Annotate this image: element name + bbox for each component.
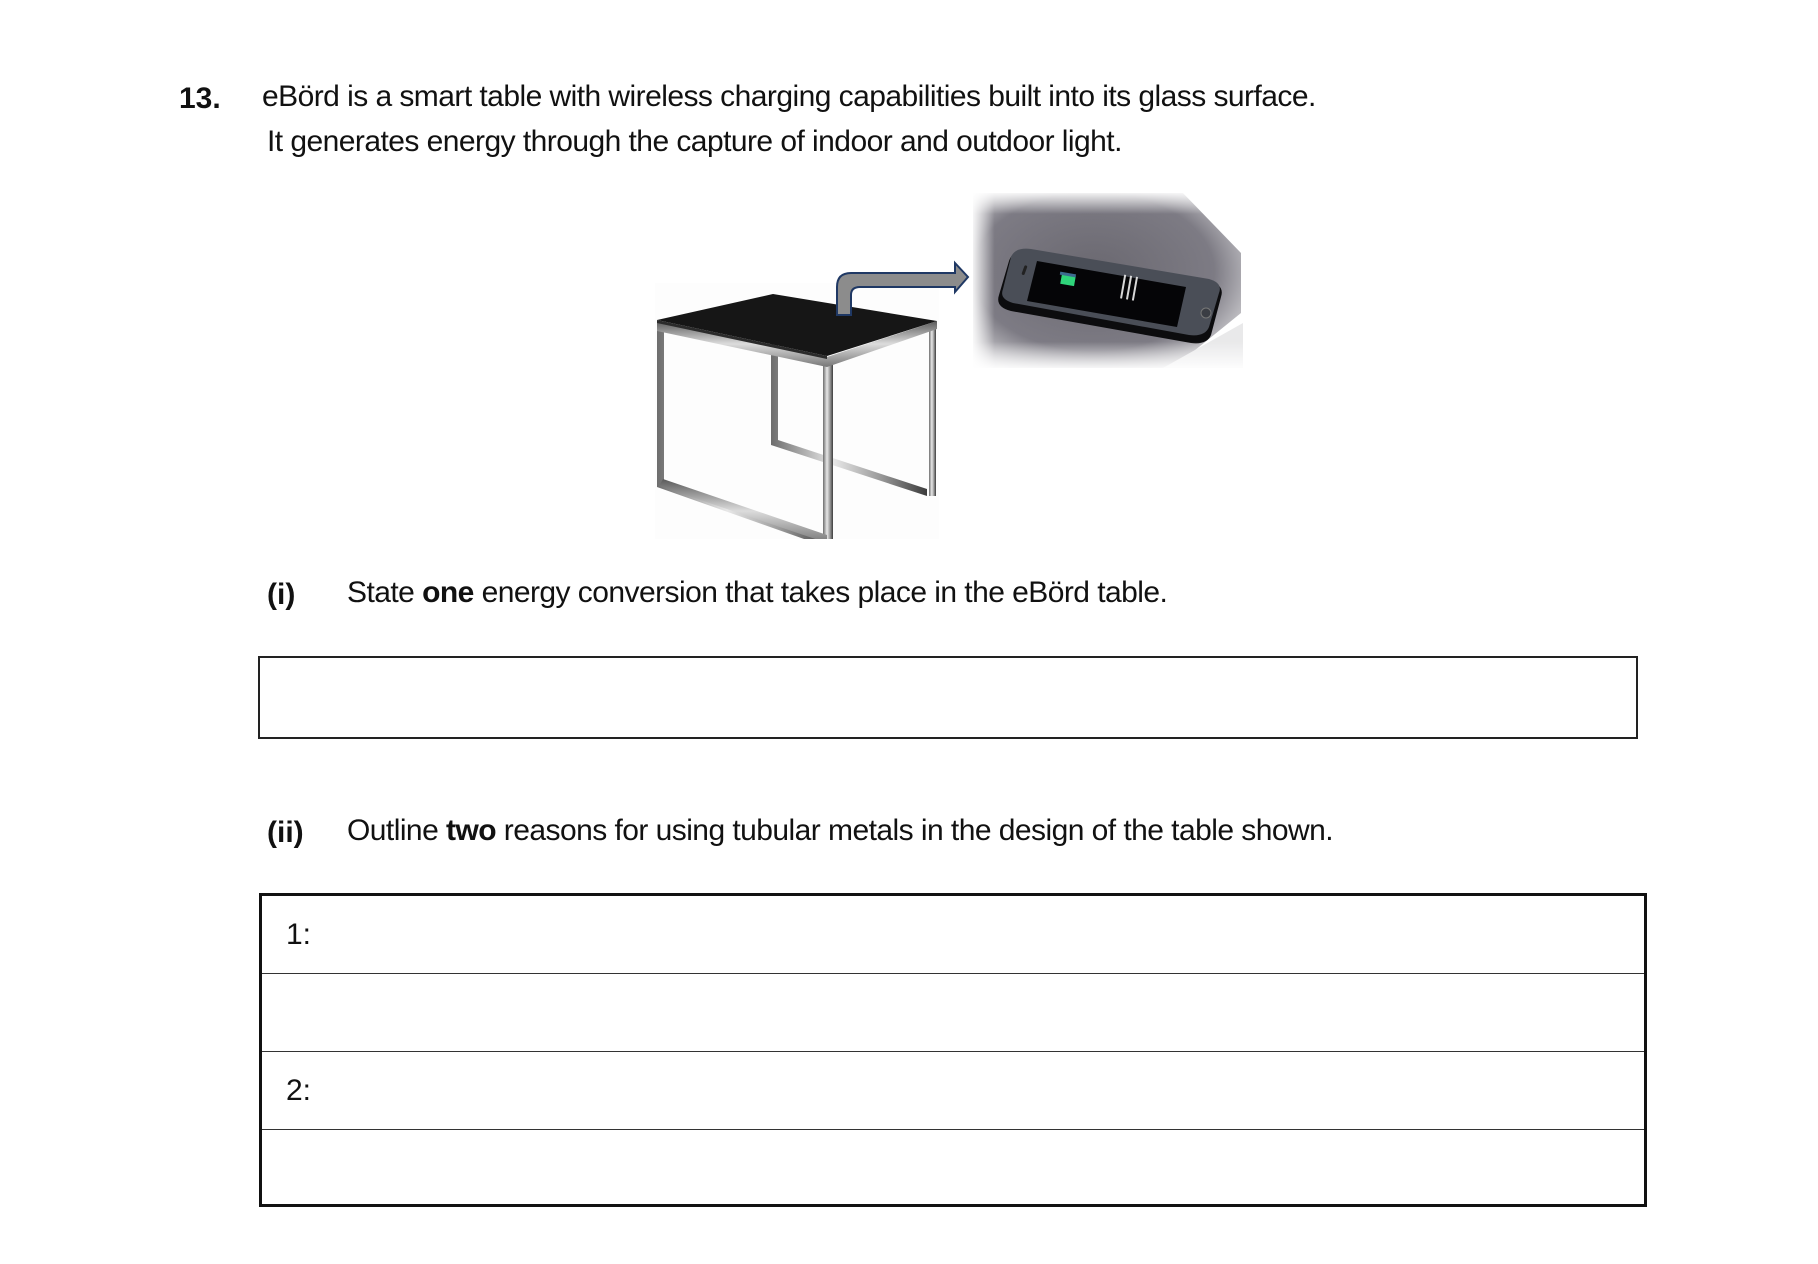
part-ii-answer-table xyxy=(259,893,1647,1207)
answer-row-1-continued[interactable] xyxy=(262,974,1644,1052)
part-ii-emphasis: two xyxy=(446,814,497,847)
part-i-emphasis: one xyxy=(422,576,474,609)
phone-on-table-illustration xyxy=(973,193,1243,368)
part-ii-prompt xyxy=(347,816,1333,846)
part-i-answer-box[interactable] xyxy=(258,656,1638,739)
answer-row-2-continued[interactable] xyxy=(262,1130,1644,1208)
part-i-text-before: State xyxy=(347,576,423,609)
row-label: 2: xyxy=(286,1074,312,1107)
phone-charging-image xyxy=(973,193,1243,368)
part-i-prompt xyxy=(347,578,1167,608)
part-ii-text-after: reasons for using tubular metals in the design of the table shown. xyxy=(496,814,1334,847)
question-intro-line-1: eBörd is a smart table with wireless charging capabilities built into its glass surface. xyxy=(262,80,1316,113)
answer-row-1[interactable] xyxy=(262,896,1644,974)
part-i-text-after: energy conversion that takes place in the eBörd table. xyxy=(473,576,1168,609)
part-ii-text-before: Outline xyxy=(347,814,446,847)
part-ii-label: (ii) xyxy=(267,816,304,849)
part-i-label: (i) xyxy=(267,578,296,611)
question-intro-line-2: It generates energy through the capture of indoor and outdoor light. xyxy=(267,125,1122,158)
curved-arrow-icon xyxy=(830,255,975,325)
question-number: 13. xyxy=(179,82,221,115)
row-label: 1: xyxy=(286,918,312,951)
answer-row-2[interactable] xyxy=(262,1052,1644,1130)
